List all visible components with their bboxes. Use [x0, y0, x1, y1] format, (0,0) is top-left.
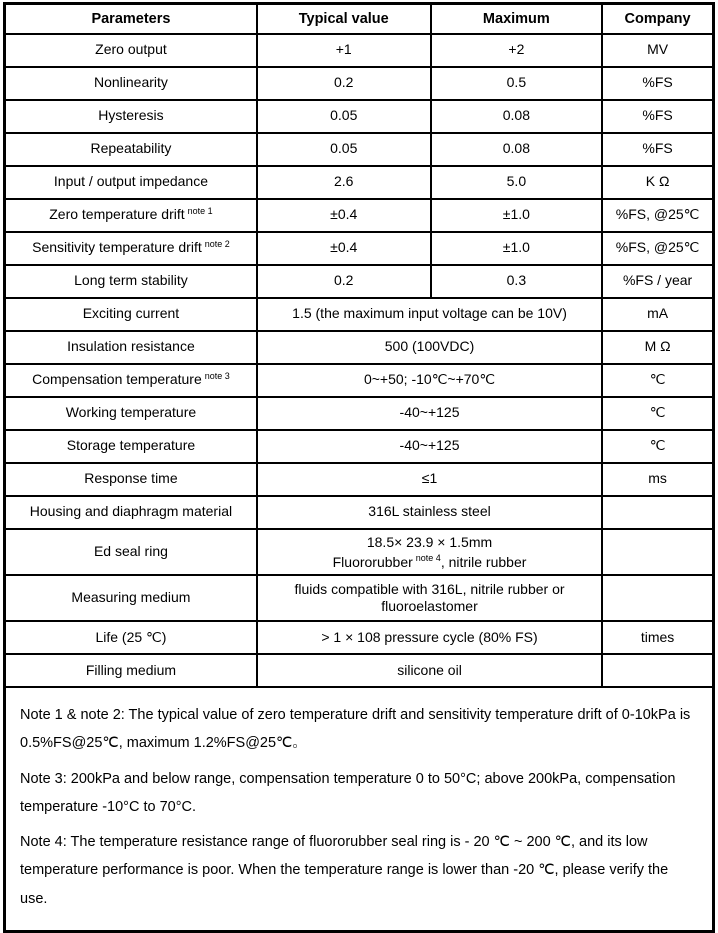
company-unit: %FS / year [602, 265, 713, 298]
param-label: Repeatability [5, 133, 257, 166]
spec-table [3, 2, 715, 933]
typical-value: 2.6 [257, 166, 431, 199]
maximum-value: 0.5 [431, 67, 603, 100]
table-row-storage-temperature [5, 430, 714, 463]
table-row-working-temperature [5, 397, 714, 430]
merged-value: -40~+125 [257, 430, 602, 463]
company-unit: %FS, @25℃ [602, 199, 713, 232]
merged-value: silicone oil [257, 654, 602, 687]
company-unit: %FS [602, 133, 713, 166]
typical-value: +1 [257, 34, 431, 67]
table-row-long-term-stability [5, 265, 714, 298]
merged-value [257, 529, 602, 576]
col-header-parameters: Parameters [5, 4, 257, 34]
merged-value: 1.5 (the maximum input voltage can be 10V) [257, 298, 602, 331]
table-row-exciting-current [5, 298, 714, 331]
note-ref: note 2 [204, 238, 230, 249]
company-unit: %FS [602, 100, 713, 133]
table-row-ed-seal-ring [5, 529, 714, 576]
col-header-company: Company [602, 4, 713, 34]
merged-value: 0~+50; -10℃~+70℃ [257, 364, 602, 397]
company-unit: ℃ [602, 430, 713, 463]
table-row-housing-material [5, 496, 714, 529]
table-row-life [5, 621, 714, 654]
header-row [5, 4, 714, 34]
typical-value: 0.2 [257, 67, 431, 100]
param-label: Input / output impedance [5, 166, 257, 199]
company-unit [602, 496, 713, 529]
table-row-repeatability [5, 133, 714, 166]
table-row-compensation-temperature [5, 364, 714, 397]
param-text: Sensitivity temperature drift [32, 239, 202, 256]
maximum-value: ±1.0 [431, 232, 603, 265]
seal-ring-size: 18.5× 23.9 × 1.5mm [366, 533, 493, 550]
company-unit: ms [602, 463, 713, 496]
param-label [5, 199, 257, 232]
maximum-value: 0.3 [431, 265, 603, 298]
merged-value: 500 (100VDC) [257, 331, 602, 364]
param-label: Ed seal ring [5, 529, 257, 576]
param-label: Housing and diaphragm material [5, 496, 257, 529]
table-row-hysteresis [5, 100, 714, 133]
param-label: Measuring medium [5, 575, 257, 621]
seal-ring-material: Fluororubber $^{note 4}$, nitrile rubber [332, 553, 527, 570]
param-label: Filling medium [5, 654, 257, 687]
company-unit: %FS, @25℃ [602, 232, 713, 265]
param-label: Storage temperature [5, 430, 257, 463]
param-text: Compensation temperature [32, 371, 202, 388]
merged-value: 316L stainless steel [257, 496, 602, 529]
param-label: Insulation resistance [5, 331, 257, 364]
param-label: Long term stability [5, 265, 257, 298]
table-row-nonlinearity [5, 67, 714, 100]
typical-value: ±0.4 [257, 232, 431, 265]
param-label [5, 364, 257, 397]
company-unit [602, 575, 713, 621]
param-label: Hysteresis [5, 100, 257, 133]
company-unit: K Ω [602, 166, 713, 199]
col-header-typical-value: Typical value [257, 4, 431, 34]
table-row-zero-output [5, 34, 714, 67]
table-row-insulation-resistance [5, 331, 714, 364]
typical-value: 0.05 [257, 100, 431, 133]
note-ref: note 4 [415, 553, 441, 564]
table-row-filling-medium [5, 654, 714, 687]
maximum-value: 5.0 [431, 166, 603, 199]
merged-value: > 1 × 108 pressure cycle (80% FS) [257, 621, 602, 654]
typical-value: 0.05 [257, 133, 431, 166]
company-unit: ℃ [602, 364, 713, 397]
company-unit: %FS [602, 67, 713, 100]
maximum-value: 0.08 [431, 133, 603, 166]
company-unit: mA [602, 298, 713, 331]
merged-value: -40~+125 [257, 397, 602, 430]
maximum-value: ±1.0 [431, 199, 603, 232]
company-unit [602, 654, 713, 687]
note-4: Note 4: The temperature resistance range of fluororubber seal ring is - 20 ℃ ~ 200 ℃, and its low temperature performance is poor. When the temperature range is lower than -20 ℃, please verify the use. [20, 834, 669, 907]
col-header-maximum: Maximum [431, 4, 603, 34]
table-row-measuring-medium [5, 575, 714, 621]
merged-value: ≤1 [257, 463, 602, 496]
param-label: Exciting current [5, 298, 257, 331]
company-unit: ℃ [602, 397, 713, 430]
typical-value: 0.2 [257, 265, 431, 298]
maximum-value: 0.08 [431, 100, 603, 133]
notes-row [5, 687, 714, 931]
param-label: Zero output [5, 34, 257, 67]
table-row-sensitivity-temp-drift [5, 232, 714, 265]
param-text: Zero temperature drift [49, 206, 185, 223]
table-row-impedance [5, 166, 714, 199]
param-label: Nonlinearity [5, 67, 257, 100]
company-unit: M Ω [602, 331, 713, 364]
maximum-value: +2 [431, 34, 603, 67]
merged-value: fluids compatible with 316L, nitrile rubber or fluoroelastomer [257, 575, 602, 621]
note-1-2: Note 1 & note 2: The typical value of zero temperature drift and sensitivity temperature drift of 0-10kPa is 0.5%FS@25℃, maximum 1.2%FS@25℃。 [20, 707, 691, 752]
param-label: Response time [5, 463, 257, 496]
company-unit [602, 529, 713, 576]
note-ref: note 3 [204, 370, 230, 381]
typical-value: ±0.4 [257, 199, 431, 232]
note-3: Note 3: 200kPa and below range, compensation temperature 0 to 50°C; above 200kPa, compensation temperature -10°C to 70°C. [20, 770, 676, 815]
note-ref: note 1 [187, 205, 213, 216]
table-row-zero-temp-drift [5, 199, 714, 232]
company-unit: times [602, 621, 713, 654]
notes-block [5, 687, 714, 931]
table-row-response-time [5, 463, 714, 496]
company-unit: MV [602, 34, 713, 67]
param-label: Life (25 ℃) [5, 621, 257, 654]
param-label [5, 232, 257, 265]
param-label: Working temperature [5, 397, 257, 430]
